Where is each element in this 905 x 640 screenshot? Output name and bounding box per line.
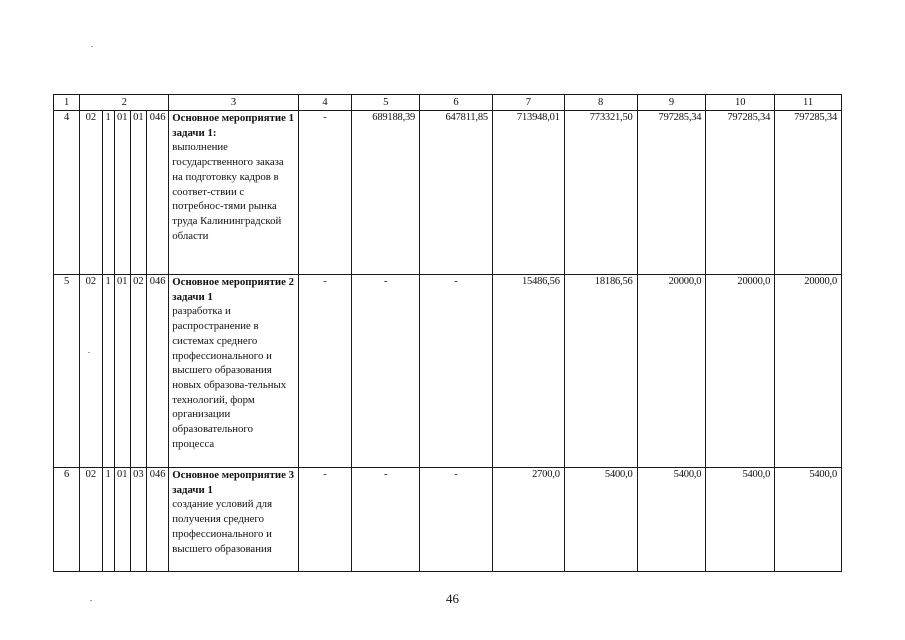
header-cell: 1 [54,95,80,111]
code-cell: 046 [147,468,169,572]
header-cell: 11 [775,95,842,111]
value-cell: 20000,0 [637,275,706,468]
budget-table [53,94,842,572]
activity-title: Основное мероприятие 1 задачи 1: [172,112,294,139]
value-cell: 797285,34 [637,111,706,275]
table-row [54,468,842,572]
scan-speck [91,46,93,47]
code-cell: 02 [80,275,102,468]
code-cell: 1 [102,275,114,468]
header-cell: 9 [637,95,706,111]
value-cell: - [298,468,352,572]
header-cell: 3 [169,95,298,111]
code-cell: 02 [130,275,146,468]
header-cell: 5 [352,95,420,111]
value-cell: 797285,34 [706,111,775,275]
value-cell: 20000,0 [775,275,842,468]
value-cell: 647811,85 [420,111,493,275]
code-cell: 03 [130,468,146,572]
header-cell: 10 [706,95,775,111]
activity-text: создание условий для получения среднего профессионального и высшего образования [172,498,273,555]
value-cell: 773321,50 [564,111,637,275]
table-row [54,111,842,275]
code-cell: 1 [102,111,114,275]
value-cell: - [298,111,352,275]
activity-text: разработка и распространение в системах среднего профессионального и высшего образования новых образова-тельных технологий, форм организации образовательного процесса [172,305,287,450]
value-cell: 713948,01 [492,111,564,275]
code-cell: 1 [102,468,114,572]
value-cell: 18186,56 [564,275,637,468]
value-cell: 2700,0 [492,468,564,572]
activity-title: Основное мероприятие 2 задачи 1 [172,276,294,303]
header-cell: 4 [298,95,352,111]
value-cell: 5400,0 [706,468,775,572]
header-cell: 2 [80,95,169,111]
code-cell: 046 [147,275,169,468]
activity-description [169,111,298,275]
header-cell: 8 [564,95,637,111]
code-cell: 046 [147,111,169,275]
code-cell: 01 [114,275,130,468]
header-row [54,95,842,111]
code-cell: 01 [114,111,130,275]
value-cell: 797285,34 [775,111,842,275]
code-cell: 01 [114,468,130,572]
value-cell: 5400,0 [775,468,842,572]
row-number: 4 [54,111,80,275]
value-cell: 689188,39 [352,111,420,275]
header-cell: 7 [492,95,564,111]
header-cell: 6 [420,95,493,111]
activity-title: Основное мероприятие 3 задачи 1 [172,469,294,496]
row-number: 5 [54,275,80,468]
activity-text: выполнение государственного заказа на подготовку кадров в соответ-ствии с потребнос-тями рынка труда Калининградской области [172,141,284,242]
value-cell: - [352,275,420,468]
value-cell: - [352,468,420,572]
code-cell: 01 [130,111,146,275]
value-cell: 5400,0 [637,468,706,572]
activity-description [169,275,298,468]
value-cell: - [420,275,493,468]
value-cell: 15486,56 [492,275,564,468]
value-cell: - [420,468,493,572]
value-cell: 5400,0 [564,468,637,572]
row-number: 6 [54,468,80,572]
activity-description [169,468,298,572]
code-cell: 02 [80,468,102,572]
value-cell: - [298,275,352,468]
table-row [54,275,842,468]
code-cell: 02 [80,111,102,275]
page-number: 46 [446,591,459,606]
value-cell: 20000,0 [706,275,775,468]
